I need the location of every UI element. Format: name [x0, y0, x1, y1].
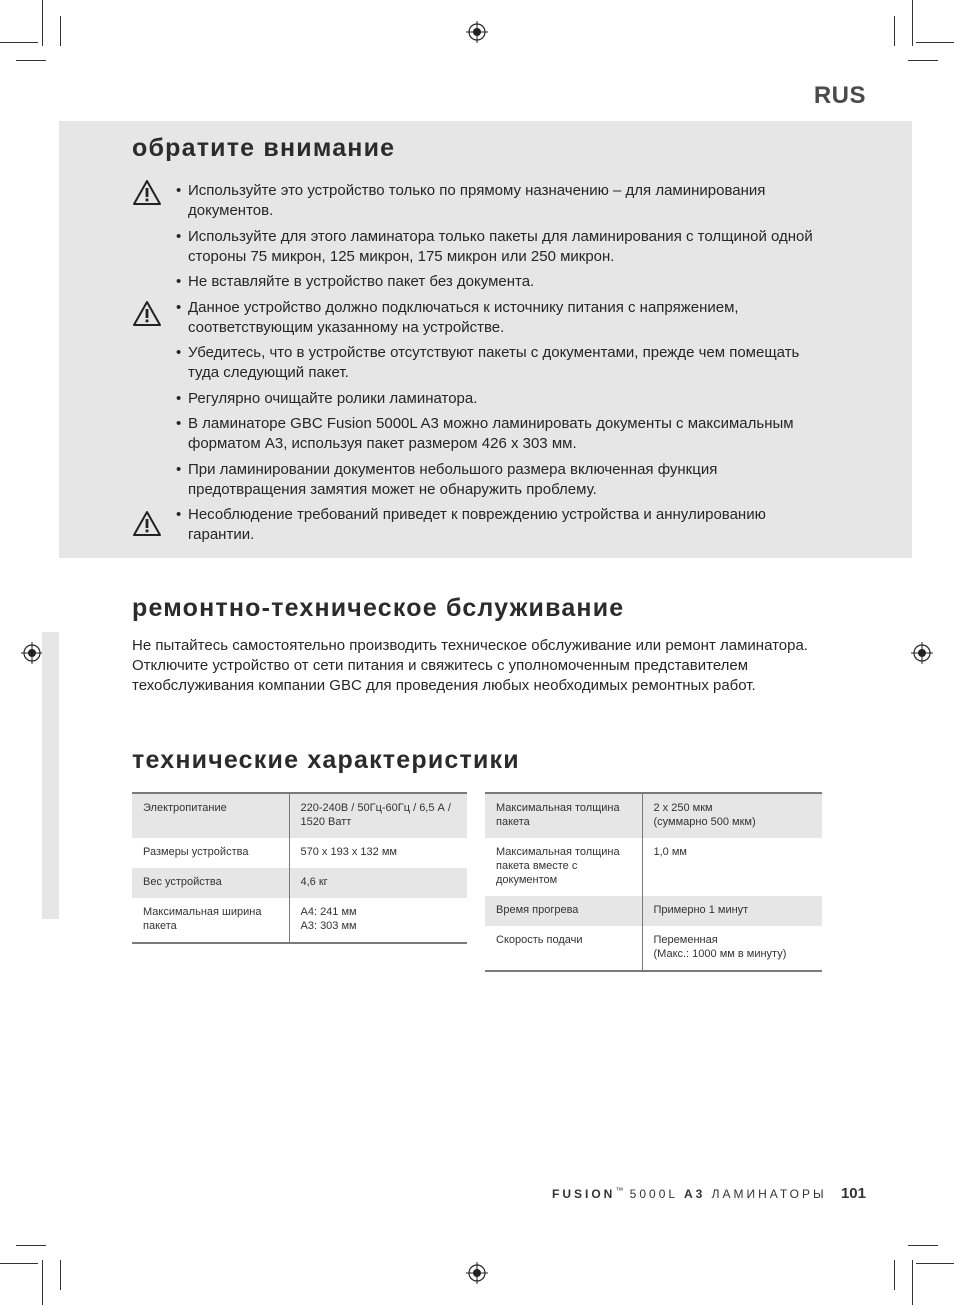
- crop-mark: [894, 16, 895, 46]
- spec-key: Максимальная толщина пакета вместе с документом: [485, 838, 642, 896]
- maintenance-title: ремонтно-техническое бслуживание: [132, 594, 625, 622]
- crop-mark: [916, 42, 954, 43]
- table-row: [132, 838, 467, 868]
- table-row: [132, 868, 467, 898]
- spec-key: Время прогрева: [485, 896, 642, 926]
- table-row: [485, 926, 822, 971]
- page-footer: [552, 1185, 866, 1202]
- list-item: • Используйте для этого ламинатора только пакеты для ламинирования с толщиной одной стороны 75 микрон, 125 микрон, 175 микрон или 250 микрон.: [176, 227, 816, 267]
- list-item: • Несоблюдение требований приведет к повреждению устройства и аннулированию гарантии.: [176, 505, 816, 545]
- list-item: • Не вставляйте в устройство пакет без документа.: [176, 272, 816, 292]
- crop-mark: [908, 1245, 938, 1246]
- spec-key: Размеры устройства: [132, 838, 289, 868]
- spec-value: Переменная (Макс.: 1000 мм в минуту): [653, 934, 787, 960]
- spec-value: 570 x 193 x 132 мм: [300, 846, 397, 858]
- crop-mark: [42, 0, 43, 46]
- warning-icon: [132, 300, 162, 327]
- footer-model: 5000L: [629, 1187, 678, 1201]
- crop-mark: [16, 60, 46, 61]
- table-row: [485, 793, 822, 838]
- spec-value: 4,6 кг: [289, 868, 467, 898]
- footer-tm: ™: [615, 1186, 624, 1195]
- specs-table-left: [132, 792, 467, 944]
- spec-key: Максимальная ширина пакета: [132, 898, 289, 943]
- crop-mark: [60, 1260, 61, 1290]
- notice-list: [176, 181, 816, 551]
- list-item: • В ламинаторе GBC Fusion 5000L A3 можно ламинировать документы с максимальным форматом A3, используя пакет размером 426 x 303 мм.: [176, 414, 816, 454]
- registration-mark-icon: [466, 21, 488, 43]
- side-strip: [42, 632, 59, 919]
- registration-mark-icon: [911, 642, 933, 664]
- registration-mark-icon: [466, 1262, 488, 1284]
- warning-icon: [132, 510, 162, 537]
- list-item: • При ламинировании документов небольшого размера включенная функция предотвращения замятия может не обнаружить проблему.: [176, 460, 816, 500]
- spec-key: Максимальная толщина пакета: [485, 793, 642, 838]
- spec-key: Электропитание: [132, 793, 289, 838]
- footer-brand: FUSION: [551, 1187, 616, 1201]
- spec-value: Примерно 1 минут: [642, 896, 822, 926]
- table-row: [485, 838, 822, 896]
- registration-mark-icon: [21, 642, 43, 664]
- language-label: RUS: [813, 82, 866, 109]
- crop-mark: [0, 42, 38, 43]
- spec-value: 2 x 250 мкм (суммарно 500 мкм): [642, 793, 822, 838]
- table-row: [132, 793, 467, 838]
- footer-size: A3: [683, 1187, 706, 1201]
- warning-icon: [132, 179, 162, 206]
- crop-mark: [0, 1263, 38, 1264]
- spec-key: Вес устройства: [132, 868, 289, 898]
- list-item: • Регулярно очищайте ролики ламинатора.: [176, 389, 816, 409]
- crop-mark: [16, 1245, 46, 1246]
- table-row: [485, 896, 822, 926]
- crop-mark: [60, 16, 61, 46]
- spec-value: 1,0 мм: [653, 846, 687, 858]
- crop-mark: [912, 0, 913, 46]
- crop-mark: [912, 1260, 913, 1305]
- crop-mark: [908, 60, 938, 61]
- table-row: [132, 898, 467, 943]
- footer-product: ЛАМИНАТОРЫ: [711, 1187, 827, 1201]
- specs-table-right: [485, 792, 822, 972]
- list-item: • Данное устройство должно подключаться к источнику питания с напряжением, соответствующим указанному на устройстве.: [176, 298, 816, 338]
- spec-key: Скорость подачи: [485, 926, 642, 971]
- notice-title: обратите внимание: [132, 134, 396, 162]
- crop-mark: [894, 1260, 895, 1290]
- crop-mark: [916, 1263, 954, 1264]
- page-number: 101: [840, 1185, 866, 1202]
- maintenance-text: Не пытайтесь самостоятельно производить техническое обслуживание или ремонт ламинатора. Отключите устройство от сети питания и свяжитесь с уполномоченным представителем техобслуживания компании GBC для проведения любых необходимых ремонтных работ.: [132, 637, 808, 694]
- spec-value: 220-240В / 50Гц-60Гц / 6,5 А / 1520 Ватт: [289, 793, 467, 838]
- spec-value: A4: 241 мм A3: 303 мм: [300, 906, 357, 932]
- crop-mark: [42, 1260, 43, 1305]
- list-item: • Убедитесь, что в устройстве отсутствуют пакеты с документами, прежде чем помещать туда следующий пакет.: [176, 343, 816, 383]
- list-item: • Используйте это устройство только по прямому назначению – для ламинирования документов.: [176, 181, 816, 221]
- specs-title: технические характеристики: [132, 746, 520, 774]
